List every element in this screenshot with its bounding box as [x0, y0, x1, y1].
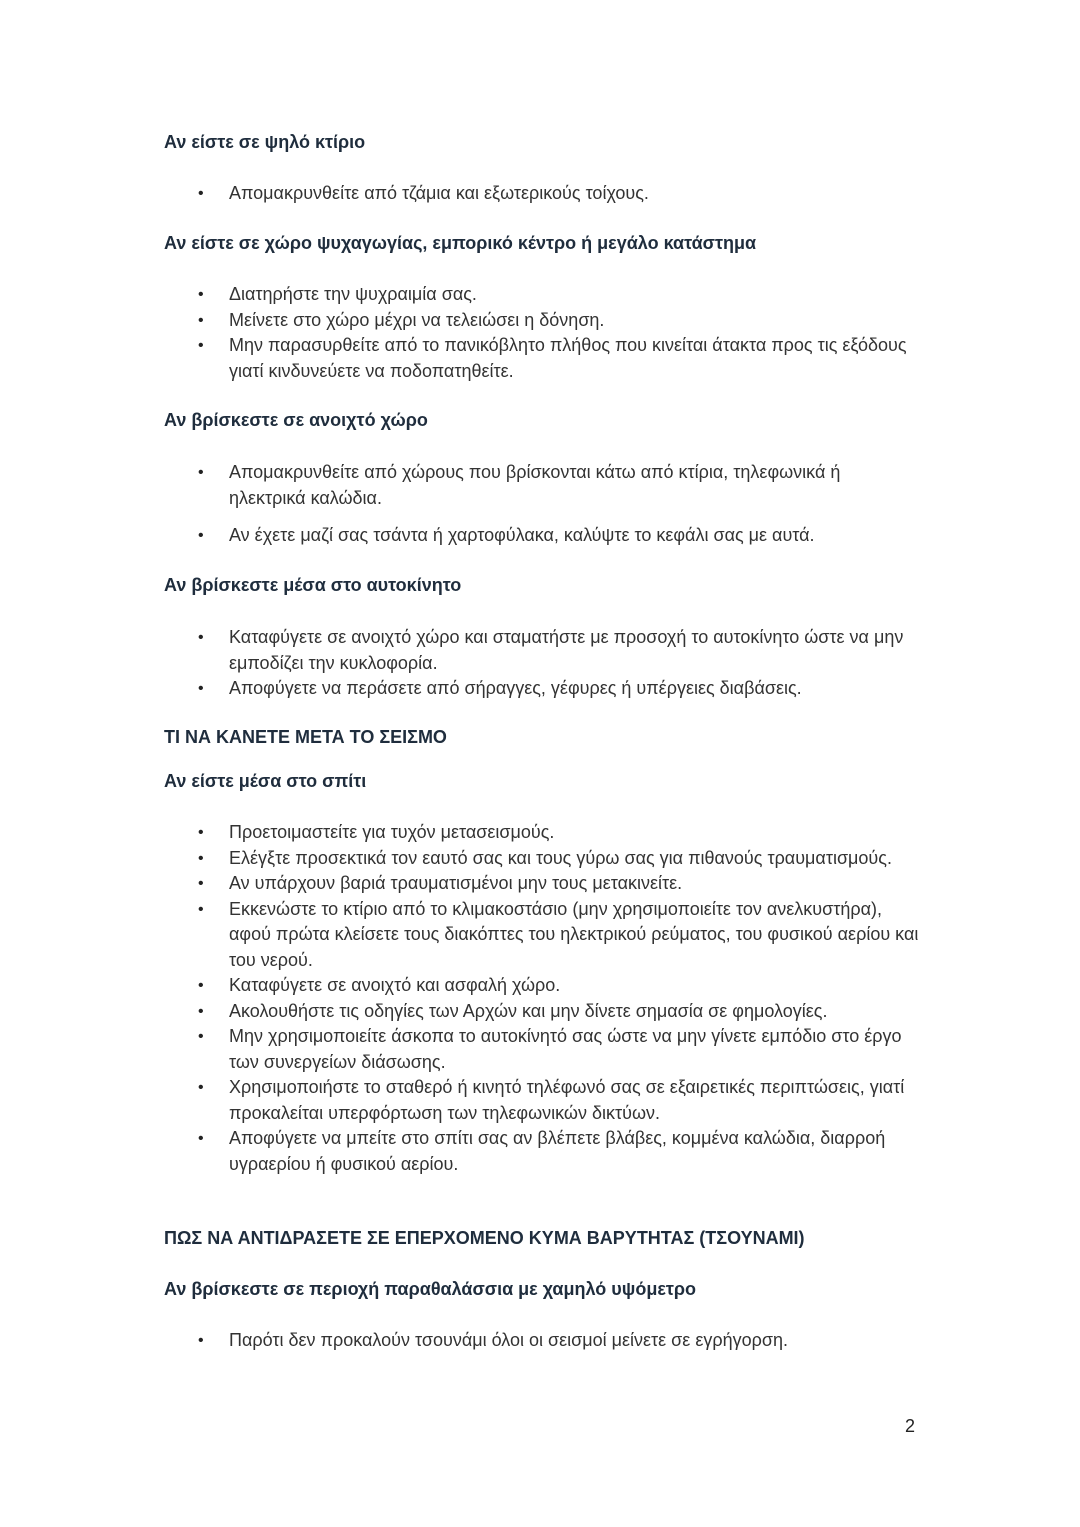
list-item: • Διατηρήστε την ψυχραιμία σας.	[0, 282, 919, 308]
list-item: • Απομακρυνθείτε από τζάμια και εξωτερικούς τοίχους.	[0, 181, 919, 207]
list-item: • Ελέγξτε προσεκτικά τον εαυτό σας και τους γύρω σας για πιθανούς τραυματισμούς.	[0, 846, 919, 872]
list-item: • Μην χρησιμοποιείτε άσκοπα το αυτοκίνητό σας ώστε να μην γίνετε εμπόδιο στο έργο των συνεργείων διάσωσης.	[0, 1024, 919, 1075]
list-item: • Ακολουθήστε τις οδηγίες των Αρχών και μην δίνετε σημασία σε φημολογίες.	[0, 999, 919, 1025]
bullet-list-at-home	[0, 820, 919, 1177]
list-item: • Εκκενώστε το κτίριο από το κλιμακοστάσιο (μην χρησιμοποιείτε τον ανελκυστήρα), αφού πρώτα κλείσετε τους διακόπτες του ηλεκτρικού ρεύματος, του φυσικού αερίου και του νερού.	[0, 897, 919, 974]
list-item: • Μην παρασυρθείτε από το πανικόβλητο πλήθος που κινείται άτακτα προς τις εξόδους γιατί κινδυνεύετε να ποδοπατηθείτε.	[0, 333, 919, 384]
section-heading-in-car: Αν βρίσκεστε μέσα στο αυτοκίνητο	[164, 575, 462, 595]
list-item: • Αποφύγετε να περάσετε από σήραγγες, γέφυρες ή υπέργειες διαβάσεις.	[0, 676, 919, 702]
section-heading-at-home: Αν είστε μέσα στο σπίτι	[164, 771, 367, 791]
bullet-list-open-space	[0, 460, 919, 549]
page-number: 2	[905, 1416, 916, 1436]
bullet-list-in-car	[0, 625, 919, 702]
section-heading-entertainment-venue: Αν είστε σε χώρο ψυχαγωγίας, εμπορικό κέντρο ή μεγάλο κατάστημα	[164, 233, 757, 253]
section-heading-coastal-area: Αν βρίσκεστε σε περιοχή παραθαλάσσια με χαμηλό υψόμετρο	[164, 1279, 697, 1299]
section-heading-after-earthquake: ΤΙ ΝΑ ΚΑΝΕΤΕ ΜΕΤΑ ΤΟ ΣΕΙΣΜΟ	[164, 727, 447, 747]
list-item: • Αν υπάρχουν βαριά τραυματισμένοι μην τους μετακινείτε.	[0, 871, 919, 897]
list-item: • Καταφύγετε σε ανοιχτό χώρο και σταματήστε με προσοχή το αυτοκίνητο ώστε να μην εμποδίζει την κυκλοφορία.	[0, 625, 919, 676]
bullet-list-entertainment-venue	[0, 282, 919, 384]
section-heading-tsunami: ΠΩΣ ΝΑ ΑΝΤΙΔΡΑΣΕΤΕ ΣΕ ΕΠΕΡΧΟΜΕΝΟ ΚΥΜΑ ΒΑΡΥΤΗΤΑΣ (ΤΣΟΥΝΑΜΙ)	[164, 1228, 805, 1248]
list-item: • Μείνετε στο χώρο μέχρι να τελειώσει η δόνηση.	[0, 308, 919, 334]
section-heading-tall-building: Αν είστε σε ψηλό κτίριο	[164, 132, 366, 152]
list-item: • Χρησιμοποιήστε το σταθερό ή κινητό τηλέφωνό σας σε εξαιρετικές περιπτώσεις, γιατί προκαλείται υπερφόρτωση των τηλεφωνικών δικτύων.	[0, 1075, 919, 1126]
list-item: • Αποφύγετε να μπείτε στο σπίτι σας αν βλέπετε βλάβες, κομμένα καλώδια, διαρροή υγραερίου ή φυσικού αερίου.	[0, 1126, 919, 1177]
section-heading-open-space: Αν βρίσκεστε σε ανοιχτό χώρο	[164, 410, 428, 430]
list-item: • Παρότι δεν προκαλούν τσουνάμι όλοι οι σεισμοί μείνετε σε εγρήγορση.	[0, 1328, 919, 1354]
bullet-list-coastal-area	[0, 1328, 919, 1354]
list-item: • Καταφύγετε σε ανοιχτό και ασφαλή χώρο.	[0, 973, 919, 999]
list-item: • Αν έχετε μαζί σας τσάντα ή χαρτοφύλακα, καλύψτε το κεφάλι σας με αυτά.	[0, 523, 919, 549]
list-item: • Απομακρυνθείτε από χώρους που βρίσκονται κάτω από κτίρια, τηλεφωνικά ή ηλεκτρικά καλώδια.	[0, 460, 919, 511]
bullet-list-tall-building	[0, 181, 919, 207]
list-item: • Προετοιμαστείτε για τυχόν μετασεισμούς.	[0, 820, 919, 846]
